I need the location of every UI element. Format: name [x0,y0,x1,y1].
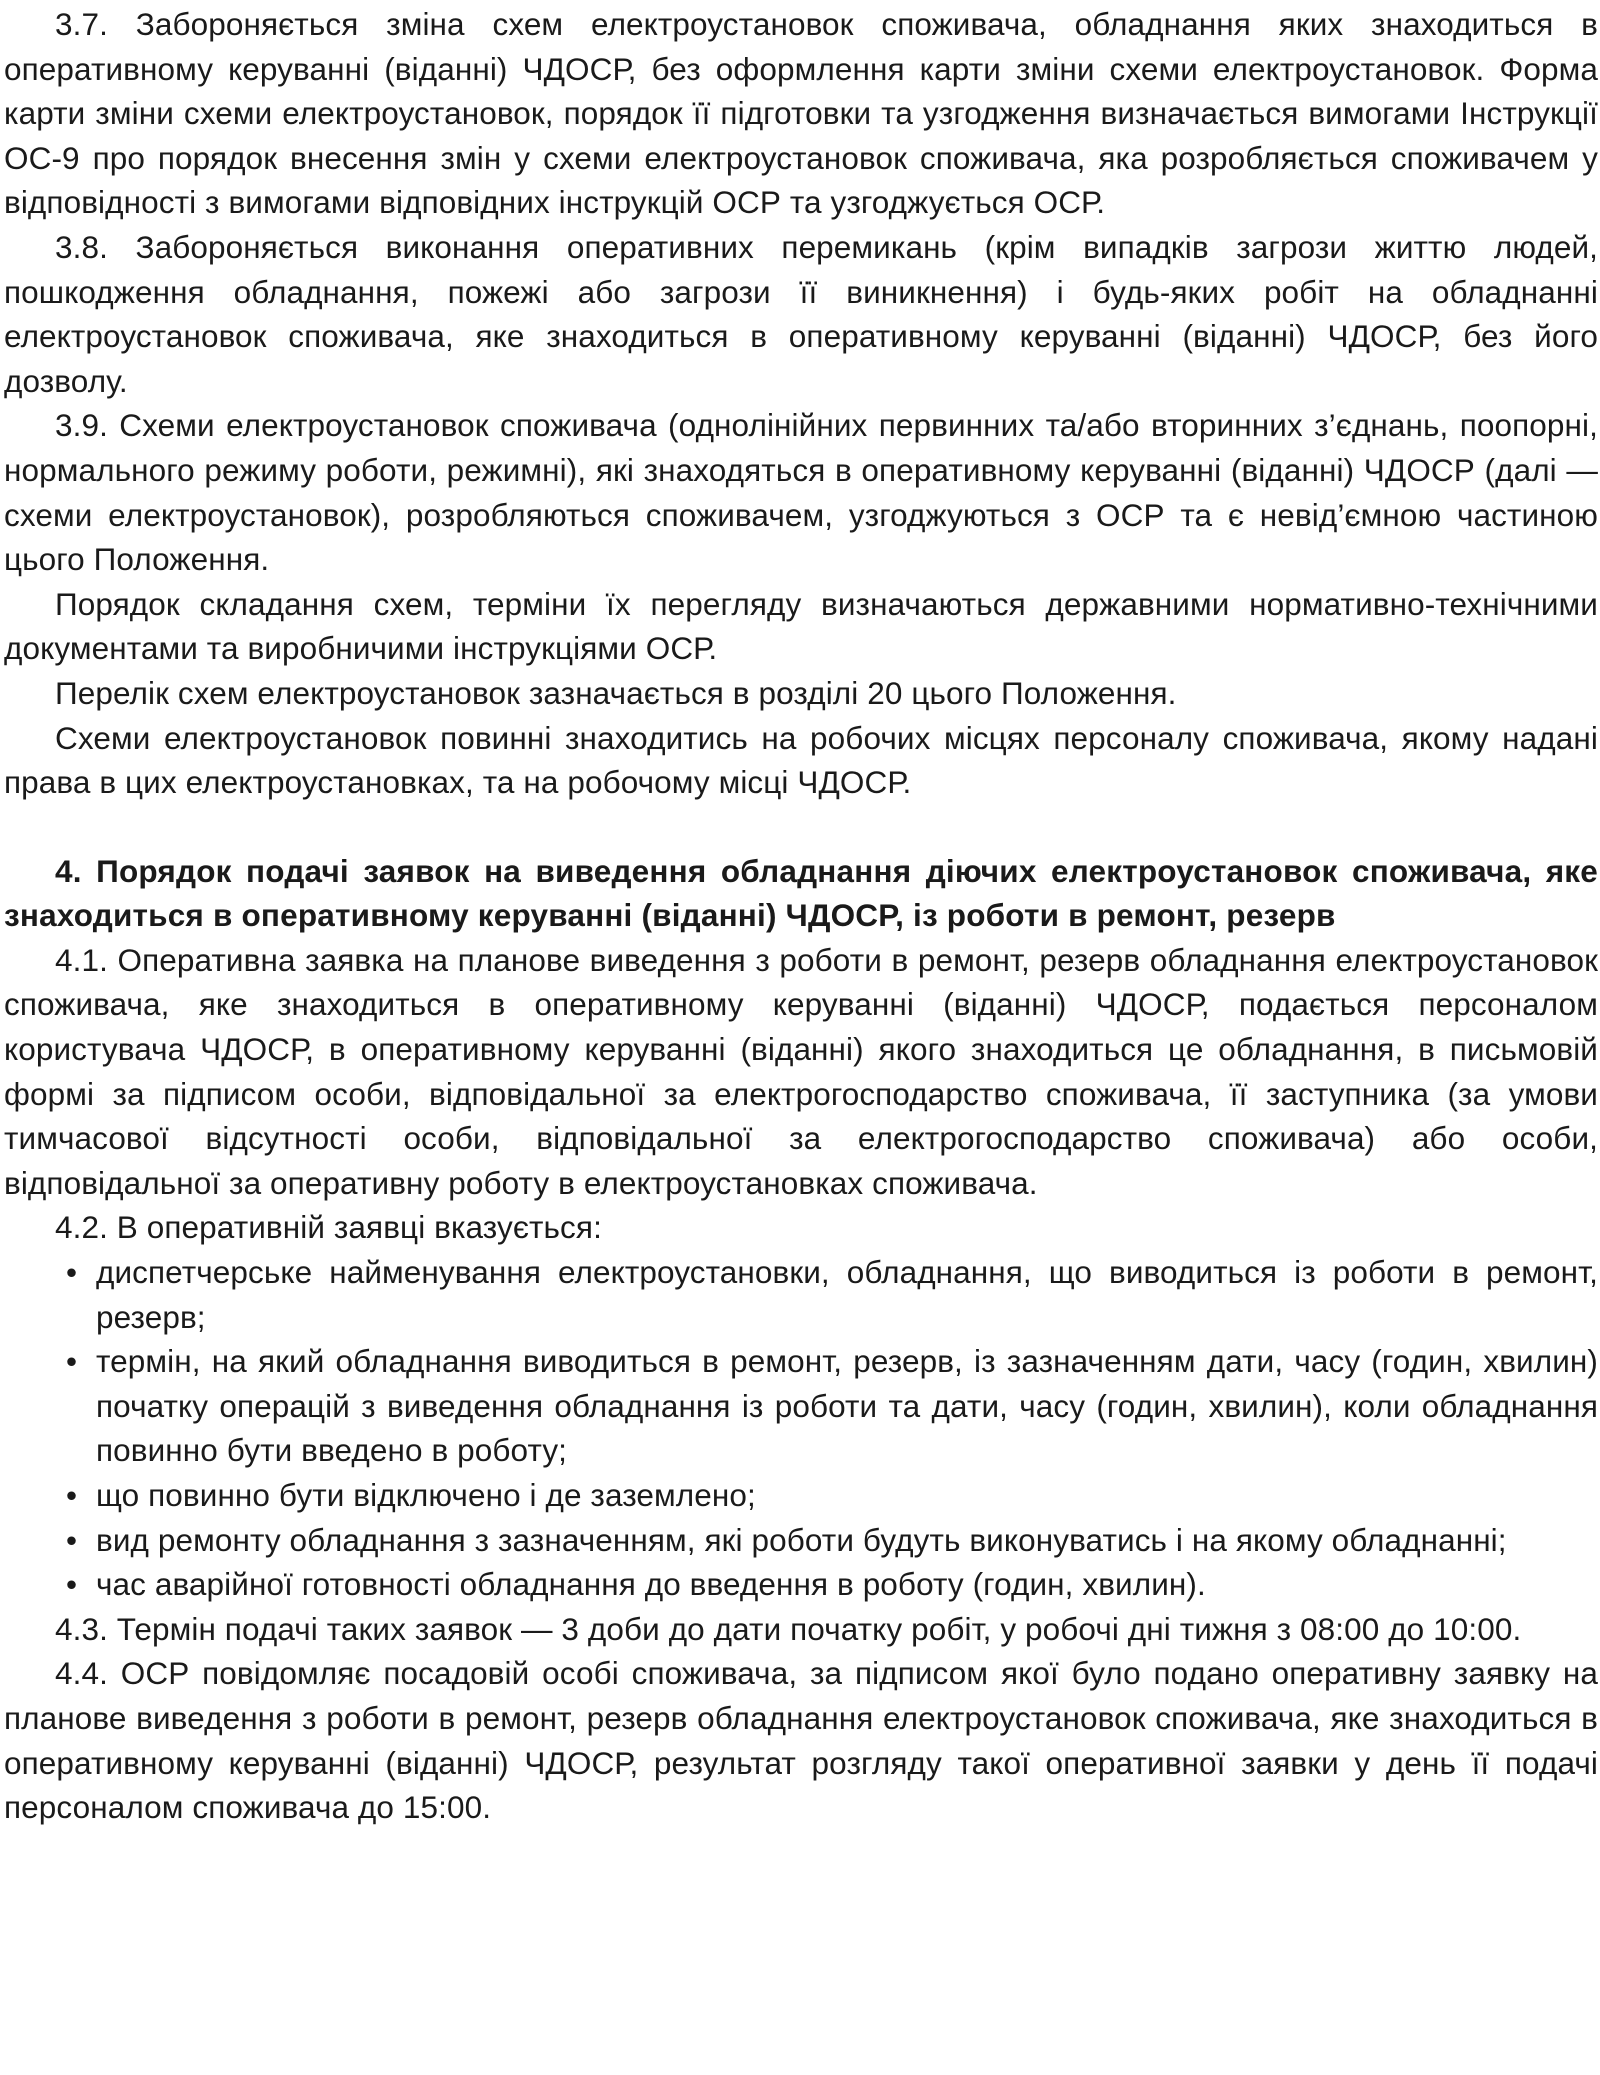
bullet-icon: • [66,1254,78,1291]
list-item-text: що повинно бути відключено і де заземлено; [96,1477,756,1513]
paragraph-4-2: 4.2. В оперативній заявці вказується: [55,1209,602,1246]
bullet-icon: • [66,1343,78,1380]
bullet-icon: • [66,1566,78,1603]
section-gap [4,805,1598,849]
request-contents-list [4,1250,1598,1607]
paragraph-4-4: 4.4. ОСР повідомляє посадовій особі споживача, за підписом якої було подано оперативну заявку на планове виведення з роботи в ремонт, резерв обладнання електроустановок споживача, яке знаходиться в оперативному керуванні (віданні) ЧДОСР, результат розгляду такої оперативної заявки у день її подачі персоналом споживача до 15:00. [4,1655,1598,1826]
paragraph-4-1: 4.1. Оперативна заявка на планове виведення з роботи в ремонт, резерв обладнання електроустановок споживача, яке знаходиться в оперативному керуванні (віданні) ЧДОСР, подається персоналом користувача ЧДОСР, в оперативному керуванні (віданні) якого знаходиться це обладнання, в письмовій формі за підписом особи, відповідальної за електрогосподарство споживача, її заступника (за умови тимчасової відсутності особи, відповідальної за електрогосподарство споживача) або особи, відповідальної за оперативну роботу в електроустановках споживача. [4,941,1598,1201]
list-item [4,1250,1598,1339]
list-item-text: термін, на який обладнання виводиться в ремонт, резерв, із зазначенням дати, часу (годин, хвилин) початку операцій з виведення обладнання із роботи та дати, часу (годин, хвилин), коли обладнання повинно бути введено в роботу; [96,1343,1598,1469]
list-item-text: час аварійної готовності обладнання до введення в роботу (годин, хвилин). [96,1566,1206,1603]
paragraph-3-9: 3.9. Схеми електроустановок споживача (однолінійних первинних та/або вторинних з’єднань, поопорні, нормального режиму роботи, режимні), які знаходяться в оперативному керуванні (віданні) ЧДОСР (далі — схеми електроустановок), розробляються споживачем, узгоджуються з ОСР та є невід’ємною частиною цього Положення. [4,407,1598,578]
list-item [4,1339,1598,1473]
paragraph-3-7: 3.7. Забороняється зміна схем електроустановок споживача, обладнання яких знаходиться в оперативному керуванні (віданні) ЧДОСР, без оформлення карти зміни схеми електроустановок. Форма карти зміни схеми електроустановок, порядок її підготовки та узгодження визначається вимогами Інструкції ОС-9 про порядок внесення змін у схеми електроустановок споживача, яка розробляється споживачем у відповідності з вимогами відповідних інструкцій ОСР та узгоджується ОСР. [4,6,1598,221]
paragraph-3-9-procedure: Порядок складання схем, терміни їх перегляду визначаються державними нормативно-технічними документами та виробничими інструкціями ОСР. [4,585,1598,667]
paragraph-3-9-list: Перелік схем електроустановок зазначається в розділі 20 цього Положення. [55,674,1177,711]
paragraph-3-9-location: Схеми електроустановок повинні знаходитись на робочих місцях персоналу споживача, якому надані права в цих електроустановках, та на робочому місці ЧДОСР. [4,719,1598,801]
list-item-text: диспетчерське найменування електроустановки, обладнання, що виводиться із роботи в ремонт, резерв; [96,1254,1598,1335]
bullet-icon: • [66,1477,78,1513]
list-item [4,1518,1598,1563]
list-item [4,1473,1598,1518]
list-item [4,1562,1598,1607]
section-4-heading: 4. Порядок подачі заявок на виведення обладнання діючих електроустановок споживача, яке знаходиться в оперативному керуванні (віданні) ЧДОСР, із роботи в ремонт, резерв [4,852,1598,934]
paragraph-3-8: 3.8. Забороняється виконання оперативних перемикань (крім випадків загрози життю людей, пошкодження обладнання, пожежі або загрози її виникнення) і будь-яких робіт на обладнанні електроустановок споживача, яке знаходиться в оперативному керуванні (віданні) ЧДОСР, без його дозволу. [4,228,1598,399]
paragraph-4-3: 4.3. Термін подачі таких заявок — 3 доби до дати початку робіт, у робочі дні тижня з 08:00 до 10:00. [55,1610,1522,1647]
bullet-icon: • [66,1521,78,1558]
list-item-text: вид ремонту обладнання з зазначенням, які роботи будуть виконуватись і на якому обладнанні; [96,1521,1507,1558]
